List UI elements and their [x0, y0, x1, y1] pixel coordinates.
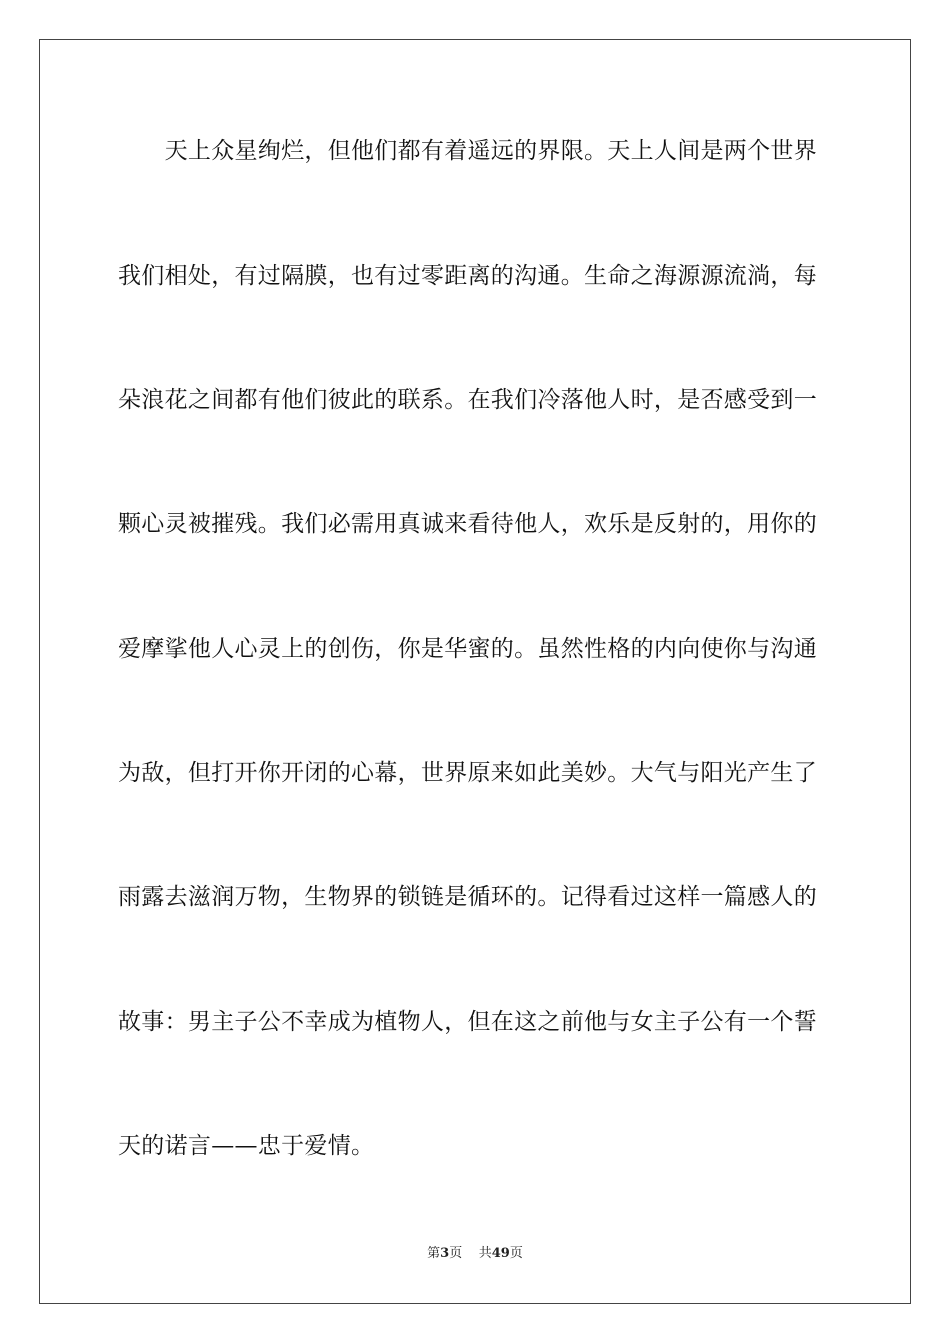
paragraph-line: 颗心灵被摧残。我们必需用真诚来看待他人，欢乐是反射的，用你的 — [118, 511, 817, 537]
paragraph-line: 天上众星绚烂，但他们都有着遥远的界限。天上人间是两个世界 — [118, 138, 817, 164]
paragraph-line: 故事：男主子公不幸成为植物人，但在这之前他与女主子公有一个誓 — [118, 1009, 817, 1035]
page-prefix: 第 — [427, 1246, 441, 1261]
paragraph-line: 雨露去滋润万物，生物界的锁链是循环的。记得看过这样一篇感人的 — [118, 884, 817, 910]
page-suffix: 页 — [449, 1246, 463, 1261]
paragraph-line: 爱摩挲他人心灵上的创伤，你是华蜜的。虽然性格的内向使你与沟通 — [118, 636, 817, 662]
paragraph-line: 为敌，但打开你开闭的心幕，世界原来如此美妙。大气与阳光产生了 — [118, 760, 817, 786]
total-suffix: 页 — [509, 1246, 523, 1261]
paragraph-line: 朵浪花之间都有他们彼此的联系。在我们冷落他人时，是否感受到一 — [118, 387, 817, 413]
total-pages: 49 — [491, 1246, 510, 1261]
paragraph-line: 我们相处，有过隔膜，也有过零距离的沟通。生命之海源源流淌，每 — [118, 263, 817, 289]
total-prefix: 共 — [478, 1246, 492, 1261]
page-footer — [0, 1245, 950, 1263]
page-border — [39, 39, 911, 1304]
page-number: 3 — [440, 1246, 450, 1261]
paragraph-line: 天的诺言——忠于爱情。 — [118, 1133, 375, 1159]
